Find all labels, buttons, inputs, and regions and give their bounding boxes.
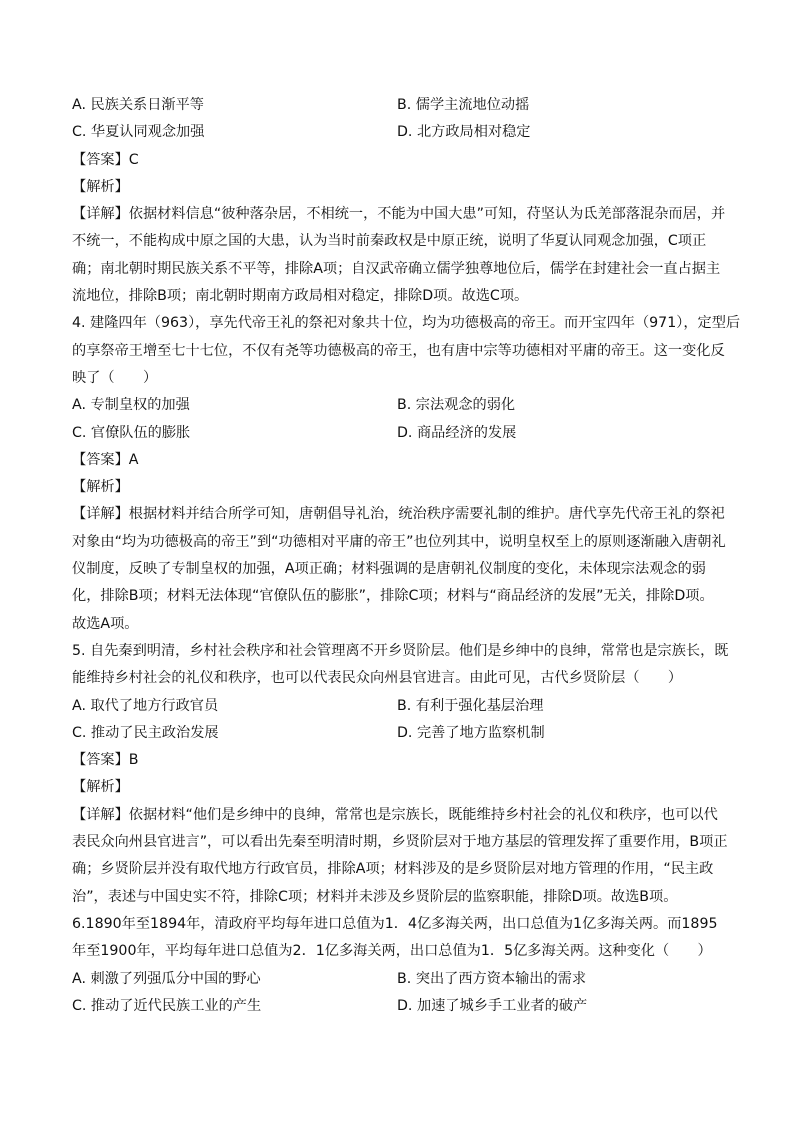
- q4-detail-line: 仪制度，反映了专制皇权的加强，A项正确；材料强调的是唐朝礼仪制度的变化，未体现宗法观念的弱: [72, 561, 706, 578]
- q5-analysis-label: 【解析】: [72, 779, 129, 796]
- q5-detail-line: 确；乡贤阶层并没有取代地方行政官员，排除A项；材料涉及的是乡贤阶层对地方管理的作用，“民主政: [72, 861, 714, 878]
- q3-detail-line: 确；南北朝时期民族关系不平等，排除A项；自汉武帝确立儒学独尊地位后，儒学在封建社会一直占据主: [72, 260, 721, 277]
- q4-option-c: C. 官僚队伍的膨胀: [72, 424, 191, 441]
- q3-option-a: A. 民族关系日渐平等: [72, 97, 204, 113]
- q4-detail-line: 故选A项。: [72, 615, 139, 632]
- q5-stem-line: 能维持乡村社会的礼仪和秩序，也可以代表民众向州县官进言。由此可见，古代乡贤阶层（ ）: [72, 670, 683, 687]
- q4-options-row-2: [72, 420, 722, 447]
- q6-option-d: D. 加速了城乡手工业者的破产: [397, 997, 588, 1014]
- q5-answer: 【答案】B: [72, 752, 139, 769]
- q3-option-d: D. 北方政局相对稳定: [397, 124, 531, 141]
- q5-option-d: D. 完善了地方监察机制: [397, 724, 545, 741]
- q3-option-b: B. 儒学主流地位动摇: [397, 97, 530, 113]
- q3-options-row-2: [72, 119, 722, 146]
- q5-stem-line: 5. 自先秦到明清，乡村社会秩序和社会管理离不开乡贤阶层。他们是乡绅中的良绅，常常也是宗族长，既: [72, 642, 729, 659]
- q4-detail-line: 对象由“均为功德极高的帝王”到“功德相对平庸的帝王”也位列其中，说明皇权至上的原则逐渐融入唐朝礼: [72, 533, 726, 550]
- q6-option-c: C. 推动了近代民族工业的产生: [72, 997, 262, 1014]
- q3-detail-line: 【详解】依据材料信息“彼种落杂居，不相统一，不能为中国大患”可知，苻坚认为氐羌部落混杂而居，并: [72, 206, 726, 223]
- q4-answer: 【答案】A: [72, 451, 139, 468]
- q4-option-d: D. 商品经济的发展: [397, 424, 517, 441]
- q4-detail-line: 【详解】根据材料并结合所学可知，唐朝倡导礼治，统治秩序需要礼制的维护。唐代享先代帝王礼的祭祀: [72, 506, 725, 523]
- q6-option-a: A. 刺激了列强瓜分中国的野心: [72, 970, 261, 987]
- q4-stem-line: 映了（ ）: [72, 369, 158, 386]
- document-page: [72, 92, 741, 1020]
- q5-option-c: C. 推动了民主政治发展: [72, 724, 219, 741]
- q5-detail-line: 治”，表述与中国史实不符，排除C项；材料并未涉及乡贤阶层的监察职能，排除D项。故选B项。: [72, 888, 678, 905]
- q6-stem-line: 年至1900年，平均每年进口总值为2．1亿多海关两，出口总值为1．5亿多海关两。这种变化（ ）: [72, 943, 712, 960]
- q3-option-c: C. 华夏认同观念加强: [72, 124, 205, 141]
- q5-options-row-1: [72, 693, 722, 720]
- q5-detail-line: 表民众向州县官进言”，可以看出先秦至明清时期，乡贤阶层对于地方基层的管理发挥了重要作用，B项正: [72, 834, 728, 851]
- q4-analysis-label: 【解析】: [72, 479, 129, 496]
- q5-options-row-2: [72, 720, 722, 747]
- q4-option-b: B. 宗法观念的弱化: [397, 397, 516, 414]
- q5-option-a: A. 取代了地方行政官员: [72, 697, 219, 714]
- q5-option-b: B. 有利于强化基层治理: [397, 697, 544, 714]
- q4-detail-line: 化，排除B项；材料无法体现“官僚队伍的膨胀”，排除C项；材料与“商品经济的发展”无关，排除D项。: [72, 588, 714, 605]
- q4-stem-line: 的享祭帝王增至七十七位，不仅有尧等功德极高的帝王，也有唐中宗等功德相对平庸的帝王。这一变化反: [72, 342, 725, 359]
- q6-option-b: B. 突出了西方资本输出的需求: [397, 970, 587, 987]
- q4-options-row-1: [72, 392, 722, 419]
- q4-option-a: A. 专制皇权的加强: [72, 397, 190, 414]
- q3-detail-line: 不统一，不能构成中原之国的大患，认为当时前秦政权是中原正统，说明了华夏认同观念加强，C项正: [72, 233, 707, 250]
- q3-options-row-1: [72, 92, 722, 119]
- q3-analysis-label: 【解析】: [72, 178, 129, 195]
- q3-detail-line: 流地位，排除B项；南北朝时期南方政局相对稳定，排除D项。故选C项。: [72, 288, 529, 305]
- q5-detail-line: 【详解】依据材料“他们是乡绅中的良绅，常常也是宗族长，既能维持乡村社会的礼仪和秩序，也可以代: [72, 806, 718, 823]
- q6-stem-line: 6.1890年至1894年，清政府平均每年进口总值为1．4亿多海关两，出口总值为1亿多海关两。而1895: [72, 915, 718, 932]
- q6-options-row-1: [72, 966, 722, 993]
- q3-answer: 【答案】C: [72, 151, 139, 168]
- q6-options-row-2: [72, 993, 722, 1020]
- q4-stem-line: 4. 建隆四年（963），享先代帝王礼的祭祀对象共十位，均为功德极高的帝王。而开宝四年（971），定型后: [72, 315, 741, 332]
